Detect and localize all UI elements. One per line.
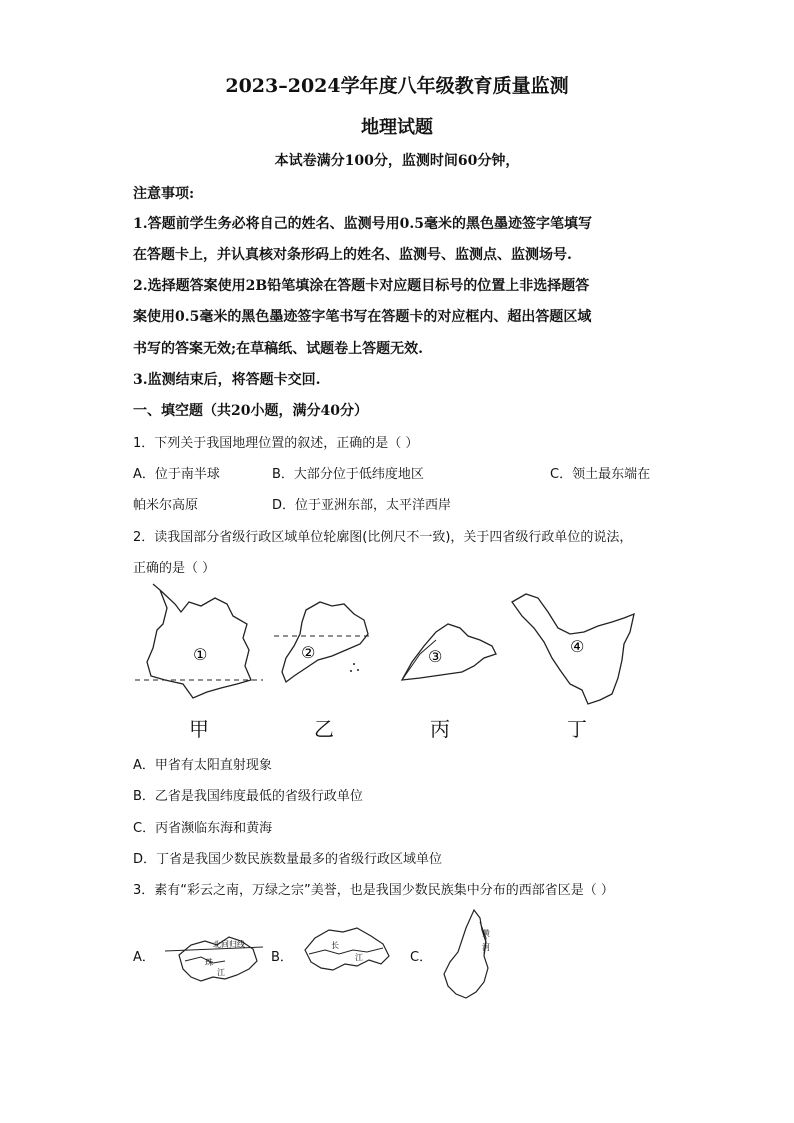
- q1-option-a: A．位于南半球: [133, 467, 220, 482]
- map-label-ding: 丁: [567, 717, 587, 741]
- province-map-bing: [392, 610, 502, 690]
- q2-option-b: B．乙省是我国纬度最低的省级行政单位: [133, 789, 363, 804]
- q1-stem: 1．下列关于我国地理位置的叙述，正确的是（ ）: [133, 436, 419, 451]
- q2-stem-line-2: 正确的是（ ）: [133, 561, 216, 576]
- q3-map-a-river-label-1: 珠: [205, 958, 213, 967]
- q1-option-c: C．领土最东端在: [550, 467, 651, 482]
- province-map-ding: [508, 588, 643, 708]
- exam-subject: 地理试题: [361, 117, 433, 138]
- map-label-bing: 丙: [430, 717, 450, 741]
- notes-line-6: 3.监测结束后，将答题卡交回.: [133, 372, 321, 388]
- q2-option-c: C．丙省濒临东海和黄海: [133, 821, 273, 836]
- section1-heading: 一、填空题（共20小题，满分40分）: [133, 403, 368, 419]
- q3-stem: 3．素有“彩云之南，万绿之宗”美誉，也是我国少数民族集中分布的西部省区是（ ）: [133, 883, 614, 898]
- q3-map-c-river-label-2: 河: [482, 943, 490, 952]
- notes-heading: 注意事项:: [133, 186, 195, 202]
- q2-stem-line-1: 2．读我国部分省级行政区域单位轮廓图(比例尺不一致)，关于四省级行政单位的说法，: [133, 530, 633, 545]
- q1-option-d: D．位于亚洲东部，太平洋西岸: [272, 498, 452, 513]
- q3-map-a: [165, 925, 265, 990]
- map-jia-number: ①: [193, 645, 208, 664]
- q3-map-a-tropic-label: 北回归线: [213, 940, 245, 949]
- exam-title: 2023–2024学年度八年级教育质量监测: [225, 75, 569, 97]
- notes-line-4: 案使用0.5毫米的黑色墨迹签字笔书写在答题卡的对应框内、超出答题区域: [133, 309, 592, 325]
- map-label-jia: 甲: [189, 717, 209, 741]
- map-yi-number: ②: [301, 643, 316, 662]
- map-ding-number: ④: [570, 637, 585, 656]
- q2-option-d: D．丁省是我国少数民族数量最多的省级行政区域单位: [133, 852, 443, 867]
- notes-line-5: 书写的答案无效;在草稿纸、试题卷上答题无效.: [133, 341, 424, 357]
- q3-option-a-label: A．: [133, 950, 155, 965]
- q3-map-b: [295, 922, 395, 982]
- province-map-yi: [272, 598, 382, 693]
- notes-line-3: 2.选择题答案使用2B铅笔填涂在答题卡对应题目标号的位置上非选择题答: [133, 278, 590, 294]
- q1-option-b: B．大部分位于低纬度地区: [272, 467, 424, 482]
- q3-option-c-label: C．: [410, 950, 433, 965]
- q2-option-a: A．甲省有太阳直射现象: [133, 758, 272, 773]
- exam-info: 本试卷满分100分，监测时间60分钟，: [274, 153, 520, 169]
- q3-map-c: [436, 908, 506, 1000]
- province-map-jia: [135, 588, 265, 713]
- notes-line-2: 在答题卡上，并认真核对条形码上的姓名、监测号、监测点、监测场号.: [133, 247, 572, 263]
- q3-map-b-river-label-1: 长: [331, 941, 339, 950]
- q3-map-a-river-label-2: 江: [217, 968, 225, 977]
- notes-line-1: 1.答题前学生务必将自己的姓名、监测号用0.5毫米的黑色墨迹签字笔填写: [133, 216, 592, 232]
- q3-map-c-river-label-1: 黄: [482, 929, 490, 938]
- q1-option-c-cont: 帕米尔高原: [133, 498, 199, 513]
- q3-map-b-river-label-2: 江: [355, 953, 363, 962]
- map-bing-number: ③: [428, 647, 443, 666]
- q3-option-b-label: B．: [271, 950, 293, 965]
- map-label-yi: 乙: [314, 717, 334, 741]
